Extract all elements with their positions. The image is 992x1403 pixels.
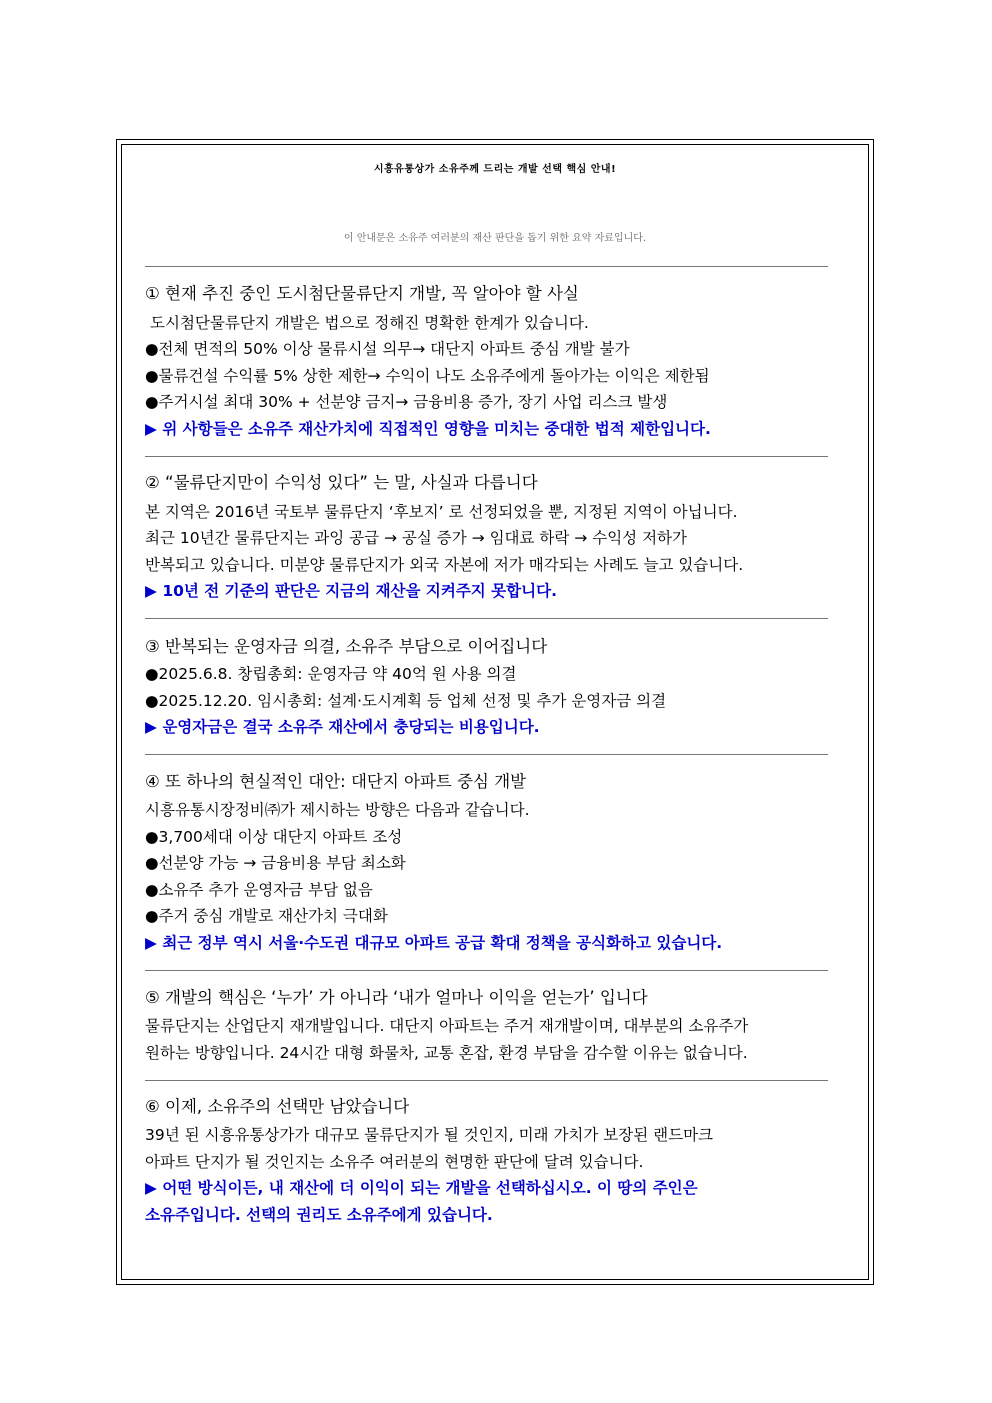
section-5-line: 물류단지는 산업단지 재개발입니다. 대단지 아파트는 주거 재개발이며, 대부분의 소유주가 (145, 1017, 749, 1035)
section-6-emphasis: 소유주입니다. 선택의 권리도 소유주에게 있습니다. (145, 1206, 493, 1224)
section-2-line: 최근 10년간 물류단지는 과잉 공급 → 공실 증가 → 임대료 하락 → 수익성 저하가 (145, 529, 687, 547)
section-4-heading: ④ 또 하나의 현실적인 대안: 대단지 아파트 중심 개발 (145, 772, 527, 791)
section-1-line: 도시첨단물류단지 개발은 법으로 정해진 명확한 한계가 있습니다. (150, 314, 589, 332)
divider (145, 754, 828, 755)
section-5-line: 원하는 방향입니다. 24시간 대형 화물차, 교통 혼잡, 환경 부담을 감수할 이유는 없습니다. (145, 1044, 748, 1062)
section-4-line: ●3,700세대 이상 대단지 아파트 조성 (145, 828, 403, 846)
section-1-emphasis: ▶ 위 사항들은 소유주 재산가치에 직접적인 영향을 미치는 중대한 법적 제한입니다. (145, 420, 711, 438)
section-2-line: 본 지역은 2016년 국토부 물류단지 ‘후보지’ 로 선정되었을 뿐, 지정된 지역이 아닙니다. (145, 503, 738, 521)
page-subtitle: 이 안내문은 소유주 여러분의 재산 판단을 돕기 위한 요약 자료입니다. (343, 233, 647, 244)
section-4-line: ●선분양 가능 → 금융비용 부담 최소화 (145, 854, 406, 872)
section-6-line: 아파트 단지가 될 것인지는 소유주 여러분의 현명한 판단에 달려 있습니다. (145, 1153, 644, 1171)
section-3-line: ●2025.12.20. 임시총회: 설계·도시계획 등 업체 선정 및 추가 운영자금 의결 (145, 692, 667, 710)
section-2-heading: ② “물류단지만이 수익성 있다” 는 말, 사실과 다릅니다 (145, 473, 538, 492)
divider (145, 456, 828, 457)
section-1-heading: ① 현재 추진 중인 도시첨단물류단지 개발, 꼭 알아야 할 사실 (145, 284, 579, 303)
page-title: 시흥유통상가 소유주께 드리는 개발 선택 핵심 안내! (373, 164, 617, 175)
section-4-emphasis: ▶ 최근 정부 역시 서울·수도권 대규모 아파트 공급 확대 정책을 공식화하고 있습니다. (145, 934, 723, 952)
divider (145, 266, 828, 267)
section-6-line: 39년 된 시흥유통상가가 대규모 물류단지가 될 것인지, 미래 가치가 보장된 랜드마크 (145, 1126, 714, 1144)
section-3-heading: ③ 반복되는 운영자금 의결, 소유주 부담으로 이어집니다 (145, 637, 548, 656)
section-1-line: ●주거시설 최대 30% + 선분양 금지→ 금융비용 증가, 장기 사업 리스크 발생 (145, 393, 668, 411)
section-2-emphasis: ▶ 10년 전 기준의 판단은 지금의 재산을 지켜주지 못합니다. (145, 582, 557, 600)
section-3-line: ●2025.6.8. 창립총회: 운영자금 약 40억 원 사용 의결 (145, 665, 517, 683)
section-4-line: ●소유주 추가 운영자금 부담 없음 (145, 881, 373, 899)
divider (145, 1080, 828, 1081)
section-6-emphasis: ▶ 어떤 방식이든, 내 재산에 더 이익이 되는 개발을 선택하십시오. 이 땅의 주인은 (145, 1179, 698, 1197)
section-6-heading: ⑥ 이제, 소유주의 선택만 남았습니다 (145, 1097, 410, 1116)
section-1-line: ●물류건설 수익률 5% 상한 제한→ 수익이 나도 소유주에게 돌아가는 이익은 제한됨 (145, 367, 710, 385)
section-4-line: 시흥유통시장정비㈜가 제시하는 방향은 다음과 같습니다. (145, 801, 530, 819)
section-5-heading: ⑤ 개발의 핵심은 ‘누가’ 가 아니라 ‘내가 얼마나 이익을 얻는가’ 입니다 (145, 988, 648, 1007)
section-2-line: 반복되고 있습니다. 미분양 물류단지가 외국 자본에 저가 매각되는 사례도 늘고 있습니다. (145, 556, 744, 574)
section-1-line: ●전체 면적의 50% 이상 물류시설 의무→ 대단지 아파트 중심 개발 불가 (145, 340, 630, 358)
section-3-emphasis: ▶ 운영자금은 결국 소유주 재산에서 충당되는 비용입니다. (145, 718, 540, 736)
section-4-line: ●주거 중심 개발로 재산가치 극대화 (145, 907, 388, 925)
divider (145, 618, 828, 619)
divider (145, 970, 828, 971)
